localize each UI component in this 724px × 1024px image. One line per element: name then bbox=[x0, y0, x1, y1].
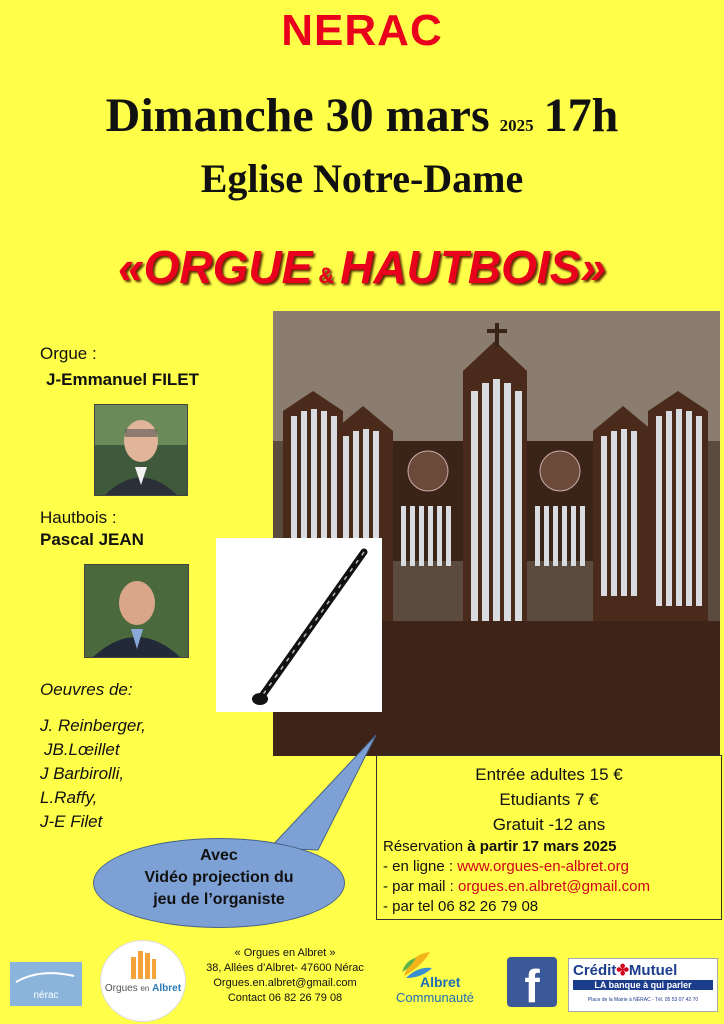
price-students: Etudiants 7 € bbox=[499, 790, 599, 809]
oboist-name: Pascal JEAN bbox=[40, 530, 144, 549]
title-right: HAUTBOIS» bbox=[340, 241, 606, 293]
association-address: 38, Allées d’Albret- 47600 Nérac bbox=[206, 962, 364, 974]
tel-label: - par tel bbox=[383, 898, 439, 915]
facebook-icon[interactable]: f bbox=[507, 957, 557, 1007]
cm-logo-word-2: Mutuel bbox=[628, 962, 678, 979]
city-title: NERAC bbox=[281, 6, 443, 55]
online-line bbox=[377, 857, 721, 877]
cm-logo-address: Place de la Mairie à NÉRAC - Tél. 05 53 07 42 70 bbox=[587, 997, 699, 1003]
reservation-line bbox=[377, 837, 721, 857]
composer-3: J Barbirolli, bbox=[40, 764, 125, 783]
date-year: 2025 bbox=[499, 116, 534, 135]
composer-1: J. Reinberger, bbox=[40, 716, 146, 735]
cm-logo-word-1: Crédit bbox=[573, 962, 617, 979]
bubble-line-3: jeu de l’organiste bbox=[153, 891, 285, 908]
credit-mutuel-logo bbox=[568, 958, 718, 1012]
video-bubble bbox=[93, 838, 345, 928]
title-amp: & bbox=[318, 263, 335, 288]
title-left: «ORGUE bbox=[118, 241, 313, 293]
association-phone: Contact 06 82 26 79 08 bbox=[227, 992, 343, 1004]
albret-communaute-logo bbox=[396, 948, 488, 1010]
date-main: Dimanche 30 mars bbox=[105, 89, 490, 142]
reservation-date: à partir 17 mars 2025 bbox=[467, 838, 617, 855]
organ-label: Orgue : bbox=[40, 344, 97, 363]
phone-number: 06 82 26 79 08 bbox=[438, 898, 539, 915]
orgues-logo-word-2: en bbox=[140, 984, 150, 993]
reservation-prefix: Réservation bbox=[383, 838, 468, 855]
organ-pipes-icon bbox=[129, 949, 157, 979]
price-adults: Entrée adultes 15 € bbox=[475, 765, 623, 784]
orgues-logo-word-3: Albret bbox=[152, 983, 182, 994]
mail-line bbox=[377, 877, 721, 897]
organist-name: J-Emmanuel FILET bbox=[46, 370, 200, 389]
event-time: 17h bbox=[543, 89, 619, 142]
orgues-en-albret-logo bbox=[100, 940, 186, 1022]
tel-line bbox=[377, 897, 721, 917]
nerac-logo-text: nérac bbox=[33, 990, 59, 1001]
association-email: Orgues.en.albret@gmail.com bbox=[213, 977, 357, 989]
nerac-logo bbox=[10, 962, 82, 1006]
association-name: « Orgues en Albret » bbox=[234, 947, 336, 959]
event-venue: Eglise Notre-Dame bbox=[200, 156, 524, 201]
works-heading: Oeuvres de: bbox=[40, 680, 133, 699]
cm-logo-slogan: LA banque à qui parler bbox=[573, 980, 713, 990]
price-free: Gratuit -12 ans bbox=[492, 815, 606, 834]
albret-logo-word-2: Communauté bbox=[396, 990, 475, 1005]
ticket-info bbox=[376, 755, 722, 920]
cm-logo-mark: ✤ bbox=[616, 962, 629, 979]
bubble-line-1: Avec bbox=[200, 847, 238, 864]
online-label: - en ligne : bbox=[383, 858, 458, 875]
association-contact bbox=[185, 946, 385, 1006]
composer-2: JB.Lœillet bbox=[44, 740, 120, 759]
composer-4: L.Raffy, bbox=[40, 788, 98, 807]
composer-5: J-E Filet bbox=[40, 812, 103, 831]
mail-label: - par mail : bbox=[383, 878, 459, 895]
email-link[interactable]: orgues.en.albret@gmail.com bbox=[458, 878, 650, 895]
bubble-line-2: Vidéo projection du bbox=[144, 869, 294, 886]
orgues-logo-word-1: Orgues bbox=[104, 983, 138, 994]
oboe-label: Hautbois : bbox=[40, 508, 117, 527]
website-link[interactable]: www.orgues-en-albret.org bbox=[457, 858, 629, 875]
albret-logo-word-1: Albret bbox=[420, 974, 461, 990]
